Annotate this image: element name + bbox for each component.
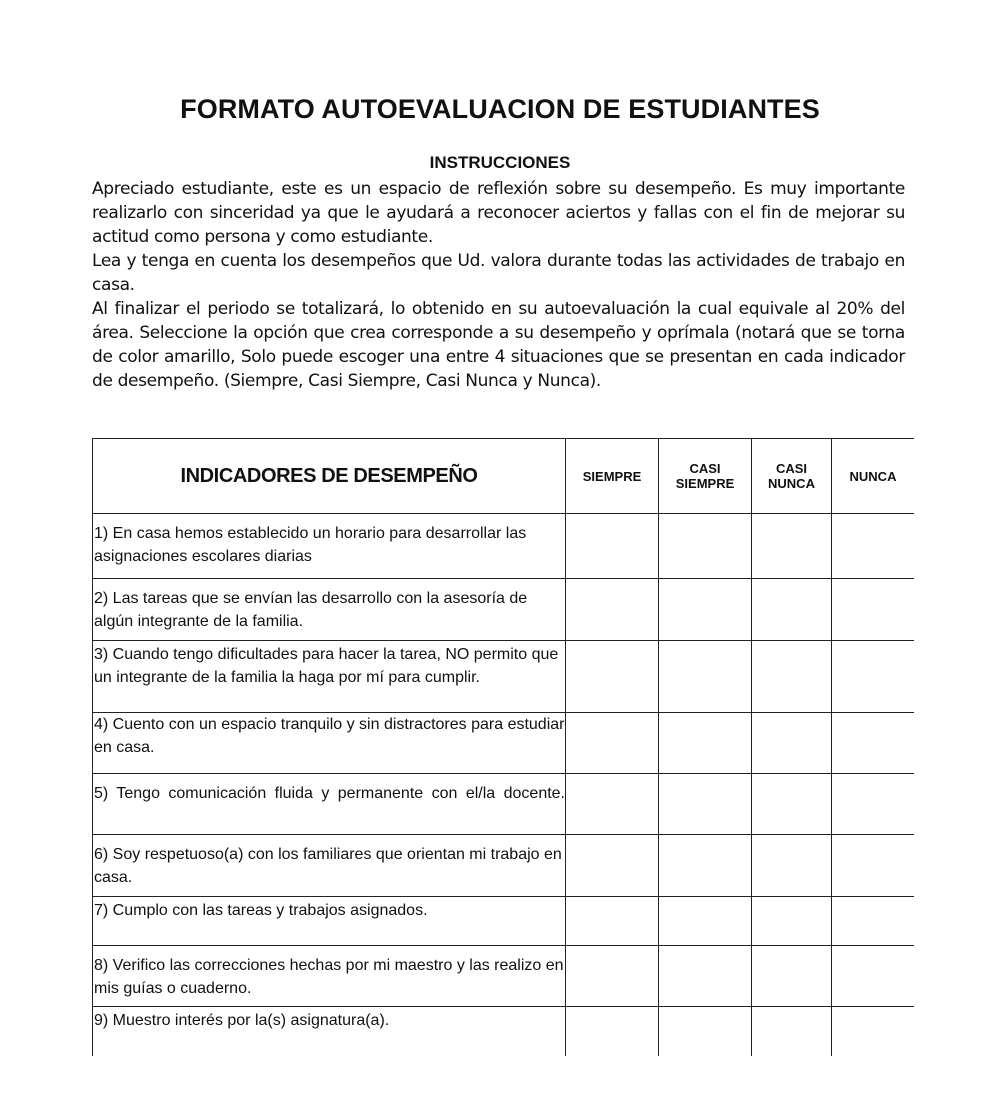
indicator-text: 4) Cuento con un espacio tranquilo y sin distractores para estudiar en casa. [93,713,566,774]
option-casi-nunca[interactable] [752,897,832,946]
indicator-text: 9) Muestro interés por la(s) asignatura(a). [93,1007,566,1057]
option-casi-siempre[interactable] [659,713,752,774]
page-title: FORMATO AUTOEVALUACION DE ESTUDIANTES [180,94,820,124]
header-indicators: INDICADORES DE DESEMPEÑO [93,439,566,514]
option-nunca[interactable] [832,1007,915,1057]
option-casi-nunca[interactable] [752,514,832,579]
option-siempre[interactable] [566,641,659,713]
option-casi-siempre[interactable] [659,514,752,579]
option-siempre[interactable] [566,1007,659,1057]
option-casi-nunca[interactable] [752,713,832,774]
option-casi-siempre[interactable] [659,579,752,641]
instructions-heading: INSTRUCCIONES [429,153,571,172]
option-siempre[interactable] [566,713,659,774]
option-siempre[interactable] [566,946,659,1007]
option-nunca[interactable] [832,835,915,897]
option-casi-nunca[interactable] [752,579,832,641]
indicator-text: 7) Cumplo con las tareas y trabajos asignados. [93,897,566,946]
option-casi-siempre[interactable] [659,897,752,946]
table-row [93,774,915,835]
option-nunca[interactable] [832,641,915,713]
option-casi-siempre[interactable] [659,946,752,1007]
option-casi-nunca[interactable] [752,1007,832,1057]
indicator-text: 6) Soy respetuoso(a) con los familiares que orientan mi trabajo en casa. [93,835,566,897]
option-casi-nunca[interactable] [752,641,832,713]
option-casi-siempre[interactable] [659,835,752,897]
instructions-paragraph-3: Al finalizar el periodo se totalizará, lo obtenido en su autoevaluación la cual equivale al 20% del área. Seleccione la opción que crea corresponde a su desempeño y oprímala (notará que se torna de color amarillo, Solo puede escoger una entre 4 situaciones que se presentan en cada indicador de desempeño. (Siempre, Casi Siempre, Casi Nunca y Nunca). [92,299,905,391]
option-siempre[interactable] [566,579,659,641]
option-nunca[interactable] [832,713,915,774]
option-casi-siempre[interactable] [659,1007,752,1057]
table-row [93,579,915,641]
option-casi-siempre[interactable] [659,774,752,835]
option-nunca[interactable] [832,897,915,946]
indicator-text: 8) Verifico las correcciones hechas por mi maestro y las realizo en mis guías o cuaderno. [93,946,566,1007]
table-row [93,835,915,897]
header-nunca: NUNCA [832,439,915,514]
table-row [93,514,915,579]
indicator-text: 2) Las tareas que se envían las desarrollo con la asesoría de algún integrante de la familia. [93,579,566,641]
table-row [93,641,915,713]
option-casi-nunca[interactable] [752,946,832,1007]
indicator-text: 5) Tengo comunicación fluida y permanente con el/la docente. [93,774,566,835]
indicator-text: 1) En casa hemos establecido un horario para desarrollar las asignaciones escolares diarias [93,514,566,579]
table-header-row [93,439,915,514]
table-row [93,946,915,1007]
header-casi-nunca: CASI NUNCA [752,439,832,514]
header-siempre: SIEMPRE [566,439,659,514]
table-row [93,713,915,774]
option-casi-nunca[interactable] [752,835,832,897]
option-siempre[interactable] [566,835,659,897]
indicator-text: 3) Cuando tengo dificultades para hacer la tarea, NO permito que un integrante de la familia la haga por mí para cumplir. [93,641,566,713]
option-nunca[interactable] [832,946,915,1007]
self-evaluation-table [92,438,914,1056]
option-casi-siempre[interactable] [659,641,752,713]
instructions-paragraph-1: Apreciado estudiante, este es un espacio de reflexión sobre su desempeño. Es muy importante realizarlo con sinceridad ya que le ayudará a reconocer aciertos y fallas con el fin de mejorar su actitud como persona y como estudiante. [92,179,905,247]
option-siempre[interactable] [566,897,659,946]
instructions-paragraph-2: Lea y tenga en cuenta los desempeños que Ud. valora durante todas las actividades de trabajo en casa. [92,251,905,295]
instructions-text [92,177,905,393]
option-nunca[interactable] [832,579,915,641]
option-nunca[interactable] [832,774,915,835]
option-nunca[interactable] [832,514,915,579]
option-siempre[interactable] [566,514,659,579]
table-row [93,1007,915,1057]
option-casi-nunca[interactable] [752,774,832,835]
header-casi-siempre: CASI SIEMPRE [659,439,752,514]
table-row [93,897,915,946]
option-siempre[interactable] [566,774,659,835]
